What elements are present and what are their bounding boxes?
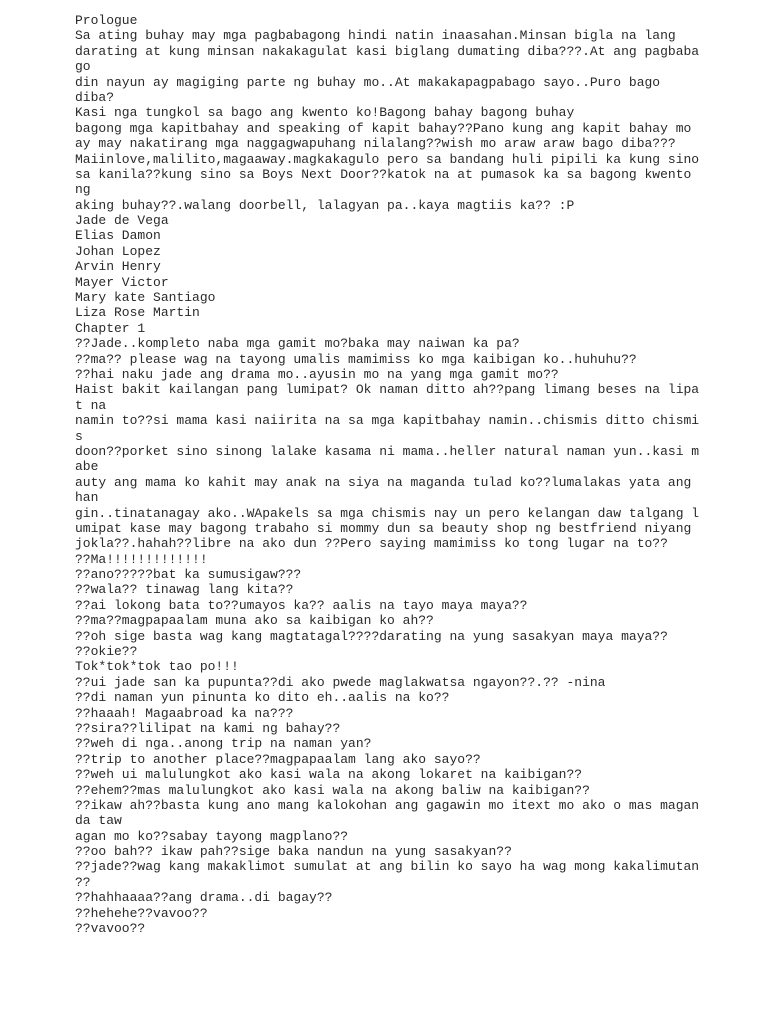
text-line: ??haaah! Magaabroad ka na??? bbox=[75, 705, 294, 721]
text-line: ??Ma!!!!!!!!!!!!! bbox=[75, 551, 208, 567]
text-line: namin to??si mama kasi naiirita na sa mga kapitbahay namin..chismis ditto chismi bbox=[75, 413, 700, 429]
text-line: Arvin Henry bbox=[75, 259, 161, 275]
text-line: doon??porket sino sinong lalake kasama ni mama..heller natural naman yun..kasi m bbox=[75, 443, 700, 459]
text-line: Jade de Vega bbox=[75, 213, 169, 229]
text-line: ng bbox=[75, 182, 91, 198]
text-line: ??weh ui malulungkot ako kasi wala na akong lokaret na kaibigan?? bbox=[75, 767, 583, 783]
text-line: t na bbox=[75, 397, 107, 413]
text-line: ??sira??lilipat na kami ng bahay?? bbox=[75, 720, 341, 736]
text-line: darating at kung minsan nakakagulat kasi biglang dumating diba???.At ang pagbaba bbox=[75, 43, 700, 59]
document-body bbox=[75, 13, 755, 936]
text-line: ??di naman yun pinunta ko dito eh..aalis na ko?? bbox=[75, 690, 450, 706]
text-line: aking buhay??.walang doorbell, lalagyan pa..kaya magtiis ka?? :P bbox=[75, 197, 575, 213]
text-line: Tok*tok*tok tao po!!! bbox=[75, 659, 239, 675]
text-line: s bbox=[75, 428, 83, 444]
text-line: ??trip to another place??magpapaalam lang ako sayo?? bbox=[75, 751, 481, 767]
text-line: Johan Lopez bbox=[75, 243, 161, 259]
text-line: ??okie?? bbox=[75, 644, 138, 660]
text-line: ??ui jade san ka pupunta??di ako pwede maglakwatsa ngayon??.?? -nina bbox=[75, 674, 606, 690]
text-line: da taw bbox=[75, 813, 122, 829]
text-line: ??weh di nga..anong trip na naman yan? bbox=[75, 736, 372, 752]
text-line: ??hehehe??vavoo?? bbox=[75, 905, 208, 921]
text-line: ??jade??wag kang makaklimot sumulat at ang bilin ko sayo ha wag mong kakalimutan bbox=[75, 859, 700, 875]
text-line: ??wala?? tinawag lang kita?? bbox=[75, 582, 294, 598]
text-line: ?? bbox=[75, 874, 91, 890]
text-line: ??ehem??mas malulungkot ako kasi wala na akong baliw na kaibigan?? bbox=[75, 782, 590, 798]
text-line: ??Jade..kompleto naba mga gamit mo?baka may naiwan ka pa? bbox=[75, 336, 520, 352]
text-line: go bbox=[75, 59, 91, 75]
text-line: jokla??.hahah??libre na ako dun ??Pero saying mamimiss ko tong lugar na to?? bbox=[75, 536, 668, 552]
text-line: sa kanila??kung sino sa Boys Next Door??katok na at pumasok ka sa bagong kwento bbox=[75, 166, 692, 182]
text-line: Maiinlove,malilito,magaaway.magkakagulo pero sa bandang huli pipili ka kung sino bbox=[75, 151, 700, 167]
text-line: ??oh sige basta wag kang magtatagal????darating na yung sasakyan maya maya?? bbox=[75, 628, 668, 644]
text-line: ??ma?? please wag na tayong umalis mamimiss ko mga kaibigan ko..huhuhu?? bbox=[75, 351, 637, 367]
text-line: Prologue bbox=[75, 13, 138, 28]
text-line: han bbox=[75, 490, 99, 506]
text-line: Mayer Victor bbox=[75, 274, 169, 290]
text-line: gin..tinatanagay ako..WApakels sa mga chismis nay un pero kelangan daw talgang l bbox=[75, 505, 700, 521]
text-line: umipat kase may bagong trabaho si mommy dun sa beauty shop ng bestfriend niyang bbox=[75, 520, 692, 536]
text-line: ay may nakatirang mga naggagwapuhang nilalang??wish mo araw araw bago diba??? bbox=[75, 136, 676, 152]
text-line: bagong mga kapitbahay and speaking of kapit bahay??Pano kung ang kapit bahay mo bbox=[75, 120, 692, 136]
text-line: ??hai naku jade ang drama mo..ayusin mo na yang mga gamit mo?? bbox=[75, 366, 559, 382]
text-line: ??vavoo?? bbox=[75, 921, 146, 937]
text-line: ??ano?????bat ka sumusigaw??? bbox=[75, 567, 302, 583]
text-line: din nayun ay magiging parte ng buhay mo..At makakapagpabago sayo..Puro bago bbox=[75, 74, 661, 90]
text-line: Haist bakit kailangan pang lumipat? Ok naman ditto ah??pang limang beses na lipa bbox=[75, 382, 700, 398]
text-line: ??ai lokong bata to??umayos ka?? aalis na tayo maya maya?? bbox=[75, 597, 528, 613]
text-line: ??ikaw ah??basta kung ano mang kalokohan ang gagawin mo itext mo ako o mas magan bbox=[75, 797, 700, 813]
text-line: abe bbox=[75, 459, 99, 475]
text-line: Elias Damon bbox=[75, 228, 161, 244]
text-line: Sa ating buhay may mga pagbabagong hindi natin inaasahan.Minsan bigla na lang bbox=[75, 28, 676, 44]
text-line: auty ang mama ko kahit may anak na siya na maganda tulad ko??lumalakas yata ang bbox=[75, 474, 692, 490]
text-line: ??ma??magpapaalam muna ako sa kaibigan ko ah?? bbox=[75, 613, 434, 629]
text-line: ??hahhaaaa??ang drama..di bagay?? bbox=[75, 890, 333, 906]
text-line: Kasi nga tungkol sa bago ang kwento ko!Bagong bahay bagong buhay bbox=[75, 105, 575, 121]
text-line: ??oo bah?? ikaw pah??sige baka nandun na yung sasakyan?? bbox=[75, 844, 512, 860]
text-line: agan mo ko??sabay tayong magplano?? bbox=[75, 828, 349, 844]
text-line: Mary kate Santiago bbox=[75, 290, 216, 306]
text-line: Chapter 1 bbox=[75, 320, 146, 336]
text-line: Liza Rose Martin bbox=[75, 305, 200, 321]
text-line: diba? bbox=[75, 89, 115, 105]
